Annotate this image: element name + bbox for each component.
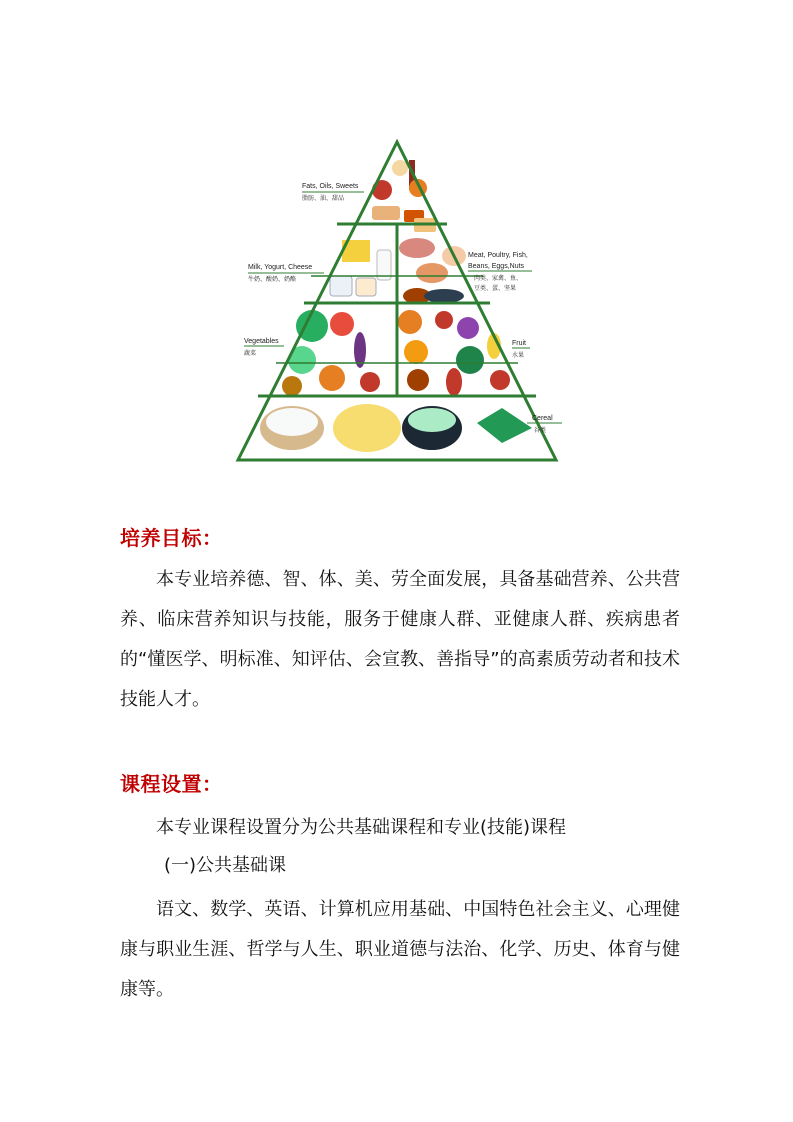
label-meat-cn-1: 肉类、家禽、鱼、	[474, 275, 523, 282]
label-vegetables-cn: 蔬菜	[244, 350, 257, 357]
curriculum-heading: 课程设置：	[120, 772, 223, 796]
label-meat-en-2: Beans, Eggs,Nuts	[468, 263, 525, 270]
label-meat-cn-2: 豆类、蛋、坚果	[474, 285, 517, 292]
label-cereal-cn: 谷类	[534, 427, 547, 434]
label-milk-en: Milk, Yogurt, Cheese	[248, 264, 313, 271]
label-cereal-en: Cereal	[532, 415, 553, 422]
label-fruit-en: Fruit	[512, 340, 526, 347]
training-goals-heading: 培养目标：	[120, 526, 223, 550]
public-courses-body: 语文、数学、英语、计算机应用基础、中国特色社会主义、心理健康与职业生涯、哲学与人生、职业道德与法治、化学、历史、体育与健康等。	[120, 899, 680, 1000]
label-fats-en: Fats, Oils, Sweets	[302, 183, 359, 190]
public-courses-subheading: (一)公共基础课	[164, 855, 287, 876]
label-meat-en-1: Meat, Poultry, Fish,	[468, 252, 528, 259]
curriculum-intro: 本专业课程设置分为公共基础课程和专业(技能)课程	[156, 817, 567, 838]
label-fruit-cn: 水果	[512, 352, 525, 359]
label-vegetables-en: Vegetables	[244, 338, 279, 345]
label-fats-cn: 脂肪、油、甜品	[302, 195, 345, 202]
training-goals-body: 本专业培养德、智、体、美、劳全面发展，具备基础营养、公共营养、临床营养知识与技能，服务于健康人群、亚健康人群、疾病患者的“懂医学、明标准、知评估、会宣教、善指导”的高素质劳动者和技术技能人才。	[120, 569, 680, 710]
label-milk-cn: 牛奶、酸奶、奶酪	[248, 276, 297, 283]
food-pyramid-figure	[232, 138, 562, 466]
